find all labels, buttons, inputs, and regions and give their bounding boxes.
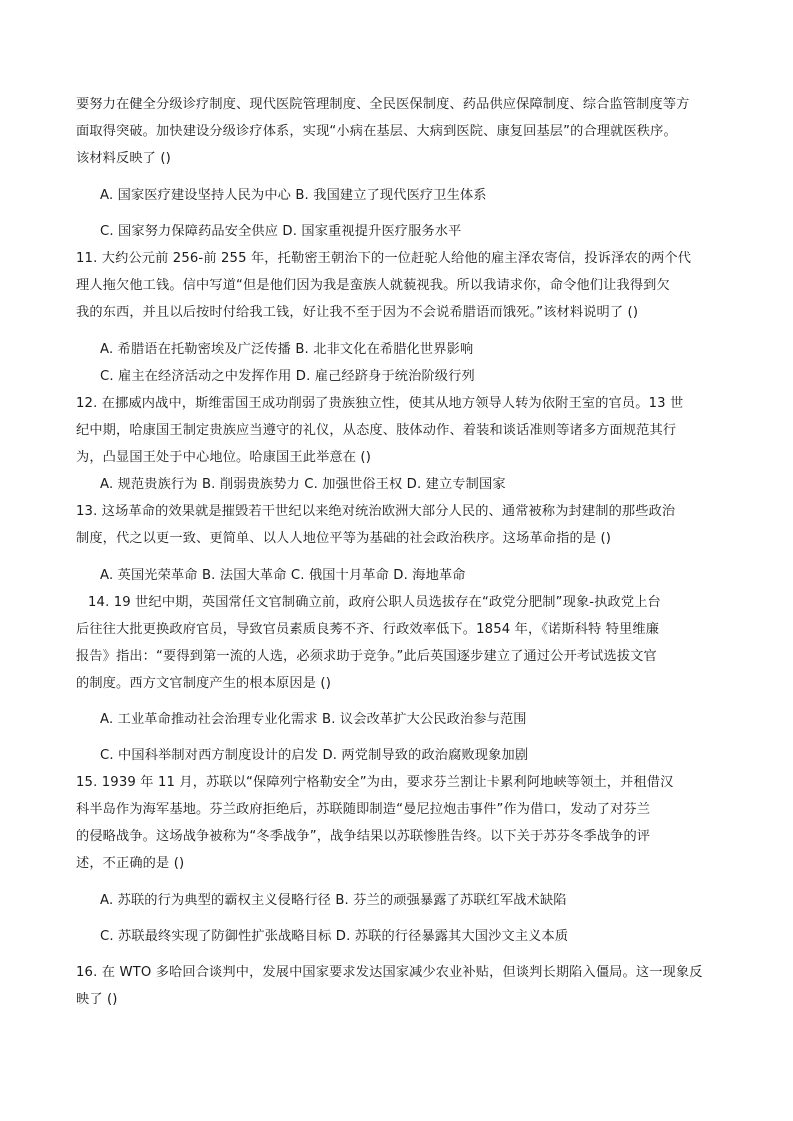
q13-options-line-1: A. 英国光荣革命 B. 法国大革命 C. 俄国十月革命 D. 海地革命 xyxy=(100,568,466,583)
q14-stem-line-1: 14. 19 世纪中期，英国常任文官制确立前，政府公职人员选拔存在“政党分肥制”现象-执政党上台 xyxy=(88,595,661,610)
q11-stem-line-2: 理人拖欠他工钱。信中写道“但是他们因为我是蛮族人就藐视我。所以我请求你，命令他们让我得到欠 xyxy=(76,278,670,293)
q10-stem-line-3: 该材料反映了 () xyxy=(76,151,171,166)
q12-options-line-1: A. 规范贵族行为 B. 削弱贵族势力 C. 加强世俗王权 D. 建立专制国家 xyxy=(100,477,506,492)
q10-options-line-2: C. 国家努力保障药品安全供应 D. 国家重视提升医疗服务水平 xyxy=(100,224,462,239)
q14-stem-line-4: 的制度。西方文官制度产生的根本原因是 () xyxy=(76,676,332,691)
q12-stem-line-1: 12. 在挪威内战中，斯维雷国王成功削弱了贵族独立性，使其从地方领导人转为依附王室的官员。13 世 xyxy=(76,396,684,411)
q16-stem-line-1: 16. 在 WTO 多哈回合谈判中，发展中国家要求发达国家减少农业补贴，但谈判长期陷入僵局。这一现象反 xyxy=(76,965,703,980)
q15-stem-line-1: 15. 1939 年 11 月，苏联以“保障列宁格勒安全”为由，要求芬兰割让卡累利阿地峡等领土，并租借汉 xyxy=(76,775,674,790)
q15-stem-line-3: 的侵略战争。这场战争被称为“冬季战争”，战争结果以苏联惨胜告终。以下关于苏芬冬季战争的评 xyxy=(76,829,651,844)
q12-stem-line-2: 纪中期，哈康国王制定贵族应当遵守的礼仪，从态度、肢体动作、着装和谈话准则等诸多方面规范其行 xyxy=(76,423,677,438)
q15-options-line-1: A. 苏联的行为典型的霸权主义侵略行径 B. 芬兰的顽强暴露了苏联红军战术缺陷 xyxy=(100,893,567,908)
q11-stem-line-1: 11. 大约公元前 256-前 255 年，托勒密王朝治下的一位赶驼人给他的雇主泽农寄信，投诉泽农的两个代 xyxy=(76,251,692,266)
q10-stem-line-1: 要努力在健全分级诊疗制度、现代医院管理制度、全民医保制度、药品供应保障制度、综合监管制度等方 xyxy=(76,97,690,112)
q15-stem-line-2: 科半岛作为海军基地。芬兰政府拒绝后，苏联随即制造“曼尼拉炮击事件”作为借口，发动了对芬兰 xyxy=(76,802,651,817)
q10-stem-line-2: 面取得突破。加快建设分级诊疗体系，实现“小病在基层、大病到医院、康复回基层”的合理就医秩序。 xyxy=(76,124,677,139)
q13-stem-line-2: 制度，代之以更一致、更简单、以人人地位平等为基础的社会政治秩序。这场革命指的是 () xyxy=(76,531,612,546)
q14-options-line-1: A. 工业革命推动社会治理专业化需求 B. 议会改革扩大公民政治参与范围 xyxy=(100,712,527,727)
q12-stem-line-3: 为，凸显国王处于中心地位。哈康国王此举意在 () xyxy=(76,450,372,465)
q16-stem-line-2: 映了 () xyxy=(76,992,118,1007)
q15-stem-line-4: 述，不正确的是 () xyxy=(76,856,185,871)
q15-options-line-2: C. 苏联最终实现了防御性扩张战略目标 D. 苏联的行径暴露其大国沙文主义本质 xyxy=(100,929,569,944)
q11-stem-line-3: 我的东西，并且以后按时付给我工钱，好让我不至于因为不会说希腊语而饿死。”该材料说明了 () xyxy=(76,305,639,320)
q10-options-line-1: A. 国家医疗建设坚持人民为中心 B. 我国建立了现代医疗卫生体系 xyxy=(100,188,487,203)
q13-stem-line-1: 13. 这场革命的效果就是摧毁若干世纪以来绝对统治欧洲大部分人民的、通常被称为封建制的那些政治 xyxy=(76,504,676,519)
q14-options-line-2: C. 中国科举制对西方制度设计的启发 D. 两党制导致的政治腐败现象加剧 xyxy=(100,748,529,763)
q14-stem-line-3: 报告》指出：“要得到第一流的人选，必须求助于竞争。”此后英国逐步建立了通过公开考试选拔文官 xyxy=(76,649,657,664)
q11-options-line-1: A. 希腊语在托勒密埃及广泛传播 B. 北非文化在希腊化世界影响 xyxy=(100,342,474,357)
q11-options-line-2: C. 雇主在经济活动之中发挥作用 D. 雇己经跻身于统治阶级行列 xyxy=(100,369,475,384)
q14-stem-line-2: 后往往大批更换政府官员，导致官员素质良莠不齐、行政效率低下。1854 年，《诺斯科特 特里维廉 xyxy=(76,622,660,637)
